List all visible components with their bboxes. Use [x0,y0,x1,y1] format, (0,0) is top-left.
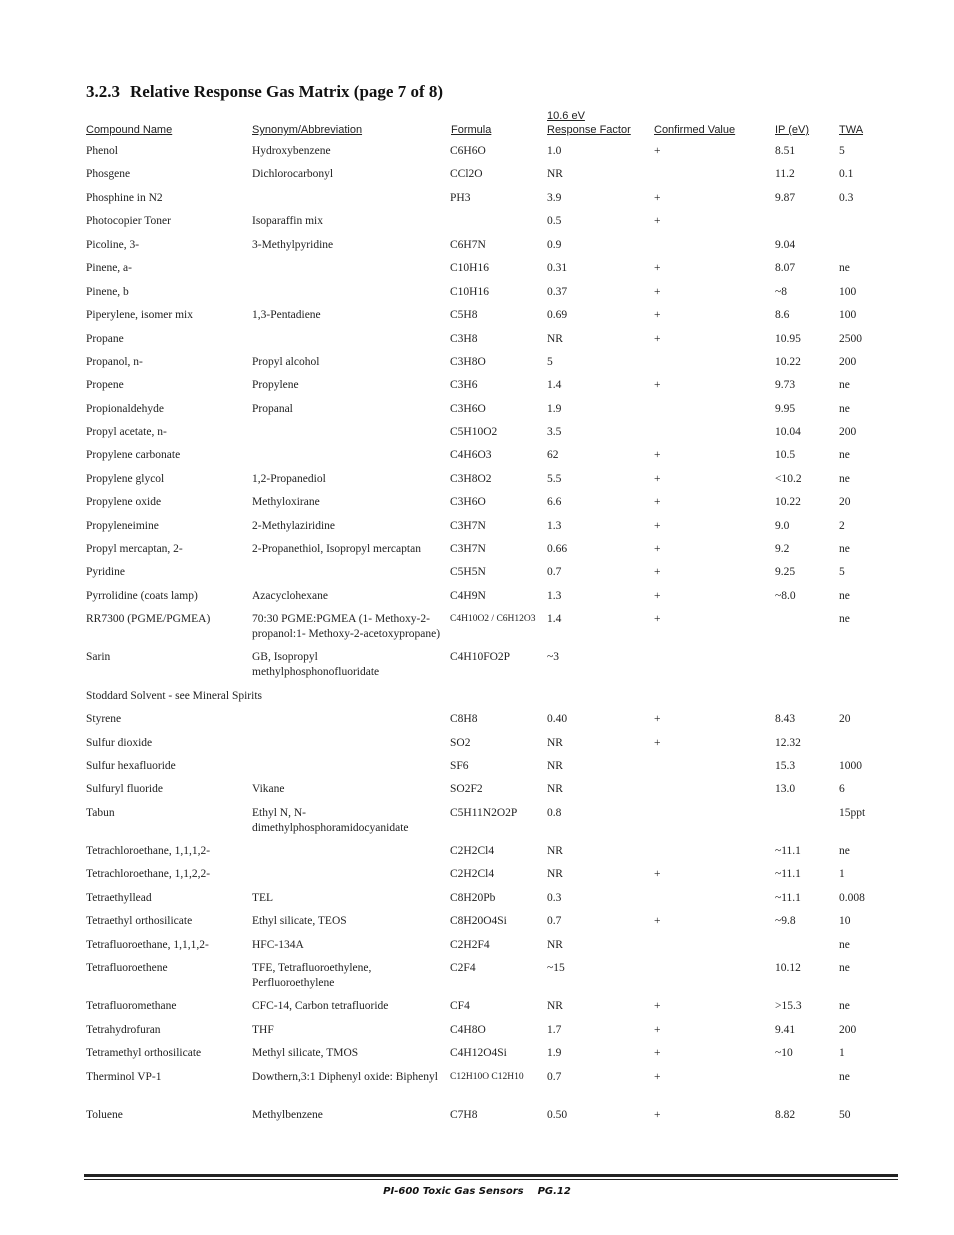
cell-synonym: 70:30 PGME:PGMEA (1- Methoxy-2-propanol:1- Methoxy-2-acetoxypropane) [252,613,441,640]
cell-synonym: CFC-14, Carbon tetrafluoride [252,1000,389,1012]
cell-twa: 5 [839,145,845,157]
cell-compound-name: Pinene, a- [86,262,132,274]
cell-compound-name: Tetrachloroethane, 1,1,2,2- [86,868,211,880]
cell-compound-name: Propyleneimine [86,520,159,532]
cell-formula: C6H6O [450,145,486,157]
cell-confirmed: + [654,379,661,391]
header-synonym: Synonym/Abbreviation [252,124,363,136]
cell-formula: C5H8 [450,309,478,321]
cell-response-factor: 1.7 [547,1024,562,1036]
cell-formula: C8H20Pb [450,892,496,904]
cell-ip: ~8.0 [775,590,796,602]
cell-confirmed: + [654,333,661,345]
cell-twa: 50 [839,1109,851,1121]
cell-compound-name: Tetrafluoroethane, 1,1,1,2- [86,939,209,951]
cell-response-factor: NR [547,1000,563,1012]
cell-ip: 9.95 [775,403,796,415]
cell-compound-name: Tetrafluoromethane [86,1000,177,1012]
cell-synonym: Dowthern,3:1 Diphenyl oxide: Biphenyl [252,1071,438,1083]
section-number: 3.2.3 [86,82,120,101]
cell-ip: >15.3 [775,1000,802,1012]
cell-synonym: GB, Isopropyl methylphosphonofluoridate [252,651,380,678]
cell-confirmed: + [654,1047,661,1059]
cell-compound-name: Tetrachloroethane, 1,1,1,2- [86,845,211,857]
cell-formula: C4H10FO2P [450,651,511,663]
cell-compound-name: Phenol [86,145,118,157]
cell-response-factor: NR [547,760,563,772]
cell-synonym: 3-Methylpyridine [252,239,334,251]
cell-synonym: 1,2-Propanediol [252,473,326,485]
cell-compound-name: Picoline, 3- [86,239,140,251]
cell-response-factor: NR [547,168,563,180]
cell-response-factor: 0.50 [547,1109,568,1121]
cell-response-factor: 1.0 [547,145,562,157]
cell-formula: C8H8 [450,713,478,725]
cell-compound-name: Propyl mercaptan, 2- [86,543,183,555]
cell-ip: 10.04 [775,426,801,438]
cell-confirmed: + [654,915,661,927]
cell-twa: 0.1 [839,168,854,180]
cell-ip: 8.6 [775,309,790,321]
cell-twa: ne [839,962,850,974]
cell-twa: ne [839,939,850,951]
cell-twa: 2 [839,520,845,532]
cell-compound-name: RR7300 (PGME/PGMEA) [86,613,211,625]
cell-compound-name: Propionaldehyde [86,403,164,415]
header-response-factor-ev: 10.6 eV [547,110,585,122]
cell-formula: C2H2Cl4 [450,868,495,880]
cell-twa: ne [839,403,850,415]
cell-formula: CF4 [450,1000,470,1012]
cell-ip: 15.3 [775,760,796,772]
cell-response-factor: NR [547,939,563,951]
cell-response-factor: ~3 [547,651,559,663]
cell-response-factor: 6.6 [547,496,562,508]
cell-twa: 5 [839,566,845,578]
cell-response-factor: 0.40 [547,713,568,725]
cell-formula: C4H12O4Si [450,1047,507,1059]
cell-twa: ne [839,1000,850,1012]
cell-synonym: Ethyl silicate, TEOS [252,915,347,927]
cell-ip: ~11.1 [775,868,801,880]
cell-ip: 9.87 [775,192,796,204]
cell-response-factor: 0.69 [547,309,568,321]
cell-compound-name: Phosphine in N2 [86,192,163,204]
cell-twa: ne [839,845,850,857]
cell-ip: 9.41 [775,1024,796,1036]
cell-twa: 6 [839,783,845,795]
cell-compound-name: Propanol, n- [86,356,143,368]
cell-ip: ~11.1 [775,845,801,857]
cell-response-factor: 1.9 [547,1047,562,1059]
cell-ip: ~9.8 [775,915,796,927]
cell-formula: C4H8O [450,1024,486,1036]
cell-compound-name: Stoddard Solvent - see Mineral Spirits [86,690,262,702]
cell-twa: 1 [839,868,845,880]
cell-response-factor: 1.4 [547,379,562,391]
footer-rule-thick [84,1174,898,1177]
cell-ip: 8.51 [775,145,796,157]
cell-twa: 200 [839,426,857,438]
cell-synonym: 1,3-Pentadiene [252,309,321,321]
cell-synonym: TFE, Tetrafluoroethylene, Perfluoroethylene [252,962,372,989]
footer-page-number: PG.12 [537,1186,571,1197]
cell-compound-name: Tetramethyl orthosilicate [86,1047,202,1059]
cell-synonym: Propylene [252,379,299,391]
cell-response-factor: 0.7 [547,1071,562,1083]
cell-compound-name: Tetrafluoroethene [86,962,168,974]
cell-formula: C3H8O [450,356,486,368]
cell-compound-name: Pyrrolidine (coats lamp) [86,590,198,602]
header-response-factor: Response Factor [547,124,631,136]
cell-compound-name: Propylene glycol [86,473,165,485]
cell-formula: C10H16 [450,262,489,274]
cell-twa: 15ppt [839,807,866,819]
cell-ip: 10.5 [775,449,796,461]
cell-confirmed: + [654,1000,661,1012]
cell-confirmed: + [654,192,661,204]
cell-response-factor: 62 [547,449,559,461]
cell-formula: SO2F2 [450,783,483,795]
cell-twa: 100 [839,309,857,321]
section-title-text: Relative Response Gas Matrix (page 7 of 8) [130,82,444,101]
cell-synonym: Hydroxybenzene [252,145,331,157]
cell-response-factor: 0.3 [547,892,562,904]
cell-ip: 10.22 [775,356,801,368]
cell-synonym: Vikane [252,783,285,795]
cell-ip: 9.04 [775,239,796,251]
cell-twa: 0.008 [839,892,865,904]
cell-confirmed: + [654,543,661,555]
cell-compound-name: Sulfur hexafluoride [86,760,176,772]
header-confirmed-value: Confirmed Value [654,124,736,136]
cell-ip: 10.95 [775,333,801,345]
cell-synonym: 2-Propanethiol, Isopropyl mercaptan [252,543,421,555]
cell-compound-name: Propylene oxide [86,496,162,508]
cell-confirmed: + [654,496,661,508]
cell-twa: ne [839,1071,850,1083]
cell-response-factor: NR [547,845,563,857]
cell-twa: ne [839,613,850,625]
cell-twa: 1 [839,1047,845,1059]
cell-ip: 11.2 [775,168,795,180]
cell-twa: ne [839,449,850,461]
cell-ip: 9.2 [775,543,790,555]
cell-ip: 9.25 [775,566,796,578]
cell-response-factor: 1.3 [547,590,562,602]
cell-confirmed: + [654,473,661,485]
cell-formula: C2F4 [450,962,476,974]
cell-synonym: THF [252,1024,274,1036]
cell-twa: 200 [839,1024,857,1036]
cell-formula: C2H2F4 [450,939,490,951]
cell-synonym: Propanal [252,403,293,415]
cell-response-factor: 3.5 [547,426,562,438]
cell-synonym: Dichlorocarbonyl [252,168,334,180]
cell-formula: C8H20O4Si [450,915,507,927]
cell-ip: ~10 [775,1047,793,1059]
cell-compound-name: Sulfur dioxide [86,737,153,749]
cell-formula: SF6 [450,760,469,772]
cell-formula: C4H6O3 [450,449,492,461]
cell-confirmed: + [654,613,661,625]
cell-compound-name: Sarin [86,651,111,663]
cell-synonym: Isoparaffin mix [252,215,324,227]
cell-response-factor: ~15 [547,962,565,974]
cell-ip: ~11.1 [775,892,801,904]
cell-confirmed: + [654,262,661,274]
cell-compound-name: Piperylene, isomer mix [86,309,193,321]
header-formula: Formula [451,124,492,136]
cell-twa: ne [839,543,850,555]
cell-compound-name: Propane [86,333,124,345]
header-ip: IP (eV) [775,124,810,136]
cell-confirmed: + [654,713,661,725]
header-twa: TWA [839,124,864,136]
cell-confirmed: + [654,286,661,298]
cell-formula: SO2 [450,737,471,749]
cell-confirmed: + [654,1109,661,1121]
cell-ip: 8.82 [775,1109,796,1121]
cell-compound-name: Tetraethyl orthosilicate [86,915,193,927]
cell-response-factor: 0.8 [547,807,562,819]
cell-twa: 0.3 [839,192,854,204]
cell-twa: 200 [839,356,857,368]
cell-twa: 20 [839,496,851,508]
cell-twa: 100 [839,286,857,298]
cell-twa: 2500 [839,333,862,345]
cell-formula: C3H7N [450,543,486,555]
cell-response-factor: 0.37 [547,286,568,298]
cell-confirmed: + [654,520,661,532]
cell-response-factor: NR [547,868,563,880]
cell-synonym: HFC-134A [252,939,304,951]
cell-confirmed: + [654,566,661,578]
cell-synonym: Azacyclohexane [252,590,328,602]
cell-compound-name: Pyridine [86,566,125,578]
cell-formula: C2H2Cl4 [450,845,495,857]
cell-twa: ne [839,379,850,391]
cell-response-factor: 1.4 [547,613,562,625]
cell-twa: ne [839,590,850,602]
cell-ip: 8.43 [775,713,796,725]
cell-compound-name: Tetrahydrofuran [86,1024,161,1036]
cell-response-factor: NR [547,783,563,795]
cell-twa: 1000 [839,760,862,772]
cell-ip: ~8 [775,286,787,298]
cell-compound-name: Pinene, b [86,286,129,298]
cell-confirmed: + [654,1071,661,1083]
cell-formula: C4H10O2 / C6H12O3 [450,614,536,624]
cell-response-factor: 0.5 [547,215,562,227]
cell-formula: C6H7N [450,239,486,251]
cell-compound-name: Toluene [86,1109,123,1121]
cell-compound-name: Propyl acetate, n- [86,426,167,438]
cell-ip: 8.07 [775,262,796,274]
cell-synonym: Methylbenzene [252,1109,323,1121]
cell-twa: ne [839,473,850,485]
cell-twa: 20 [839,713,851,725]
cell-formula: C3H6O [450,496,486,508]
cell-formula: C5H11N2O2P [450,807,518,819]
page-footer [0,1186,954,1197]
cell-formula: C3H8O2 [450,473,492,485]
cell-compound-name: Therminol VP-1 [86,1071,162,1083]
cell-synonym: 2-Methylaziridine [252,520,336,532]
cell-confirmed: + [654,309,661,321]
cell-twa: ne [839,262,850,274]
cell-compound-name: Photocopier Toner [86,215,171,227]
cell-compound-name: Phosgene [86,168,131,180]
cell-formula: C3H8 [450,333,478,345]
header-compound-name: Compound Name [86,124,173,136]
cell-formula: C3H6O [450,403,486,415]
cell-formula: CCl2O [450,168,483,180]
cell-formula: C5H10O2 [450,426,498,438]
cell-confirmed: + [654,737,661,749]
cell-ip: 12.32 [775,737,801,749]
cell-synonym: Methyl silicate, TMOS [252,1047,359,1059]
cell-formula: C3H6 [450,379,478,391]
cell-compound-name: Tetraethyllead [86,892,152,904]
cell-synonym: Propyl alcohol [252,356,320,368]
cell-formula: C5H5N [450,566,486,578]
cell-formula: C7H8 [450,1109,478,1121]
cell-response-factor: 5.5 [547,473,562,485]
cell-response-factor: 0.66 [547,543,568,555]
cell-confirmed: + [654,215,661,227]
cell-response-factor: 0.31 [547,262,568,274]
cell-response-factor: NR [547,333,563,345]
cell-synonym: Methyloxirane [252,496,320,508]
cell-formula: C4H9N [450,590,486,602]
cell-compound-name: Tabun [86,807,115,819]
cell-formula: PH3 [450,192,471,204]
cell-compound-name: Propene [86,379,124,391]
cell-formula: C12H10O C12H10 [450,1072,524,1082]
cell-response-factor: 0.9 [547,239,562,251]
cell-twa: 10 [839,915,851,927]
cell-confirmed: + [654,868,661,880]
cell-ip: 10.22 [775,496,801,508]
cell-response-factor: 0.7 [547,566,562,578]
cell-synonym: Ethyl N, N-dimethylphosphoramidocyanidate [252,807,409,834]
cell-confirmed: + [654,145,661,157]
cell-formula: C3H7N [450,520,486,532]
cell-compound-name: Propylene carbonate [86,449,181,461]
cell-ip: 13.0 [775,783,796,795]
cell-response-factor: 5 [547,356,553,368]
cell-confirmed: + [654,1024,661,1036]
cell-response-factor: 3.9 [547,192,562,204]
cell-synonym: TEL [252,892,274,904]
cell-ip: 9.73 [775,379,796,391]
cell-compound-name: Sulfuryl fluoride [86,783,163,795]
cell-response-factor: 1.9 [547,403,562,415]
cell-ip: 9.0 [775,520,790,532]
cell-response-factor: NR [547,737,563,749]
cell-formula: C10H16 [450,286,489,298]
cell-compound-name: Styrene [86,713,122,725]
cell-ip: <10.2 [775,473,802,485]
footer-rule-thin [84,1179,898,1180]
cell-response-factor: 1.3 [547,520,562,532]
cell-ip: 10.12 [775,962,801,974]
cell-confirmed: + [654,590,661,602]
cell-confirmed: + [654,449,661,461]
cell-response-factor: 0.7 [547,915,562,927]
footer-product: PI-600 Toxic Gas Sensors [383,1186,524,1197]
